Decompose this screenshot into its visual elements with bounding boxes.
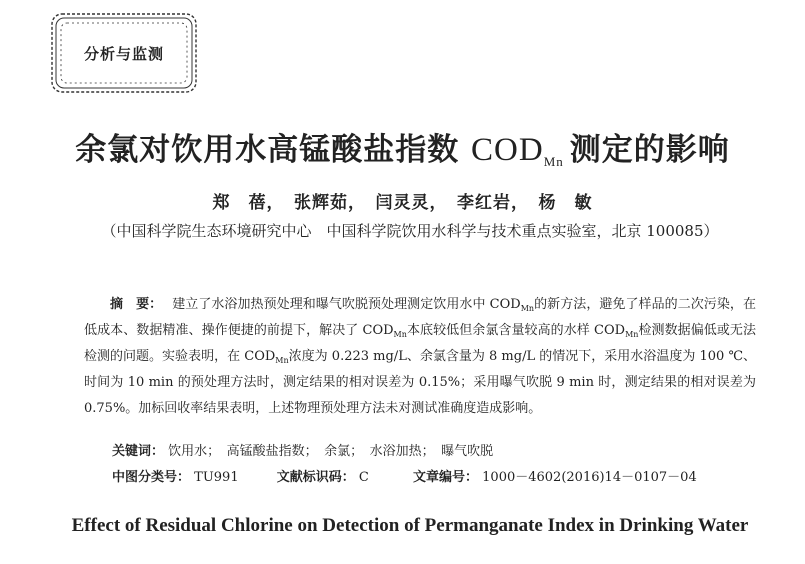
abstract-label: 摘 要： [110, 297, 163, 312]
abstract-sub-4: Mn [275, 356, 289, 365]
clc-value: TU991 [194, 470, 239, 485]
abstract-text-4: 检测数据偏低或无法检测的问题。实验表明，在 COD [84, 323, 756, 364]
article-number-label: 文章编号： [413, 470, 479, 485]
abstract-text-1: 建立了水浴加热预处理和曝气吹脱预处理测定饮用水中 COD [172, 297, 521, 312]
chinese-title [0, 124, 805, 170]
title-prefix: 余氯对饮用水高锰酸盐指数 [75, 132, 460, 168]
section-tag-label: 分析与监测 [83, 45, 164, 63]
doc-code-label: 文献标识码： [276, 470, 355, 485]
abstract-text-3: 本底较低但余氯含量较高的水样 COD [406, 323, 626, 338]
section-tag [48, 10, 200, 96]
abstract-text-5: 浓度为 0.223 mg/L、余氯含量为 8 mg/L 的情况下，采用水浴温度为 100 ℃、时间为 10 min 的预处理方法时，测定结果的相对误差为 0.15%；采用曝气吹脱 9 min 时，测定结果的相对误差为 0.75%。加标回收率结果表明，上述物理预处理方法未对测试准确度造成影响。 [84, 349, 756, 416]
abstract-text-2: 的新方法，避免了样品的二次污染，在低成本、数据精准、操作便捷的前提下，解决了 COD [84, 297, 756, 338]
title-cod: COD [471, 132, 544, 168]
classification-row [112, 466, 697, 485]
abstract-sub-1: Mn [520, 304, 535, 313]
title-cod-subscript: Mn [543, 154, 564, 169]
abstract [84, 292, 756, 422]
keywords-value: 饮用水； 高锰酸盐指数； 余氯； 水浴加热； 曝气吹脱 [168, 444, 494, 459]
keywords-label: 关键词： [112, 444, 165, 459]
author-list: 郑 蓓， 张辉茹， 闫灵灵， 李红岩， 杨 敏 [212, 193, 593, 213]
english-title: Effect of Residual Chlorine on Detection of Permanganate Index in Drinking Water [71, 515, 749, 536]
abstract-sub-3: Mn [625, 330, 639, 339]
abstract-sub-2: Mn [393, 330, 407, 339]
doc-code-value: C [358, 470, 369, 485]
title-suffix: 测定的影响 [569, 132, 730, 168]
affiliation: （中国科学院生态环境研究中心 中国科学院饮用水科学与技术重点实验室，北京 100085） [101, 222, 719, 240]
clc-label: 中图分类号： [112, 470, 191, 485]
keywords-row [112, 440, 493, 459]
article-number-value: 1000－4602(2016)14－0107－04 [482, 470, 697, 485]
